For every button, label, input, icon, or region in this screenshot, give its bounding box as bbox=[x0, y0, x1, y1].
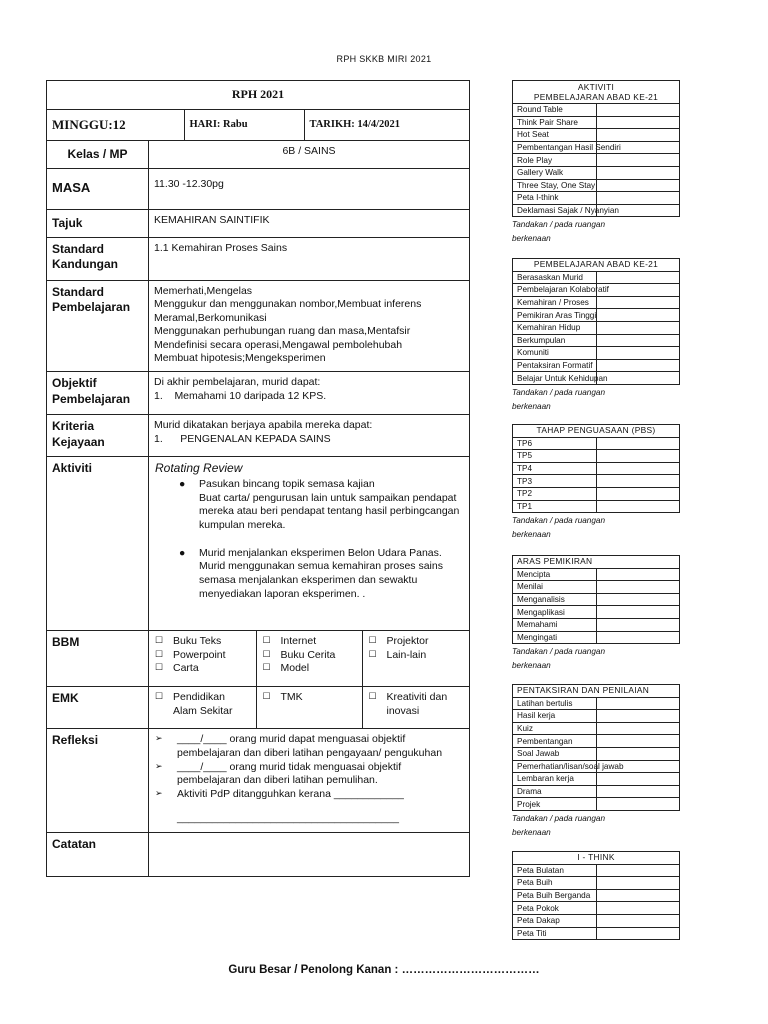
objektif-row bbox=[47, 372, 470, 415]
bullet-icon: ● bbox=[179, 478, 186, 491]
side-note: Tandakan / pada ruangan berkenaan bbox=[512, 220, 606, 244]
checklist-item-label: Gallery Walk bbox=[513, 166, 597, 179]
checklist-tick-box[interactable] bbox=[596, 581, 680, 594]
kriteria-value: Murid dikatakan berjaya apabila mereka dapat: 1. PENGENALAN KEPADA SAINS bbox=[149, 415, 470, 457]
checklist-item-label: Memahami bbox=[513, 618, 597, 631]
checklist-item-label: Peta I-think bbox=[513, 192, 597, 205]
checklist-item-label: Think Pair Share bbox=[513, 116, 597, 129]
checklist-item-label: Peta Dakap bbox=[513, 914, 597, 927]
checklist-tick-box[interactable] bbox=[596, 437, 680, 450]
checklist-item-label: Berasaskan Murid bbox=[513, 271, 597, 284]
checklist-tick-box[interactable] bbox=[596, 722, 680, 735]
checklist-row bbox=[513, 359, 680, 372]
masa-row bbox=[47, 168, 470, 209]
checklist-item-label: Kuiz bbox=[513, 722, 597, 735]
checklist-item-label: Mengingati bbox=[513, 631, 597, 644]
checklist-item-label: TP3 bbox=[513, 475, 597, 488]
kriteria-label: Kriteria Kejayaan bbox=[47, 415, 149, 457]
emk-col-3: ☐ Kreativiti dan inovasi bbox=[362, 687, 469, 728]
checklist-tick-box[interactable] bbox=[596, 593, 680, 606]
aras-table: ARAS PEMIKIRAN Mencipta Menilai Menganalisis Mengaplikasi Memahami Mengingati bbox=[512, 555, 680, 644]
checkbox-icon: ☐ bbox=[155, 648, 164, 659]
checklist-tick-box[interactable] bbox=[596, 902, 680, 915]
checklist-row bbox=[513, 334, 680, 347]
checklist-row bbox=[513, 877, 680, 890]
checklist-row bbox=[513, 710, 680, 723]
checklist-row bbox=[513, 773, 680, 786]
checklist-item-label: Menilai bbox=[513, 581, 597, 594]
checklist-item-label: Komuniti bbox=[513, 347, 597, 360]
tajuk-label: Tajuk bbox=[47, 209, 149, 237]
aktiviti-heading: Rotating Review bbox=[155, 461, 243, 476]
checklist-tick-box[interactable] bbox=[596, 309, 680, 322]
aktiviti-label: Aktiviti bbox=[47, 457, 149, 631]
checkbox-icon: ☐ bbox=[155, 635, 164, 646]
checklist-tick-box[interactable] bbox=[596, 116, 680, 129]
catatan-label: Catatan bbox=[47, 833, 149, 877]
tajuk-row bbox=[47, 209, 470, 237]
checkbox-icon: ☐ bbox=[155, 691, 164, 702]
kelas-row bbox=[47, 140, 470, 168]
checklist-tick-box[interactable] bbox=[596, 296, 680, 309]
checklist-row bbox=[513, 798, 680, 811]
checklist-item-label: Projek bbox=[513, 798, 597, 811]
checklist-item-label: Pentaksiran Formatif bbox=[513, 359, 597, 372]
checklist-row bbox=[513, 104, 680, 117]
checklist-item-label: Deklamasi Sajak / Nyanyian bbox=[513, 204, 597, 217]
checklist-tick-box[interactable] bbox=[596, 450, 680, 463]
checklist-tick-box[interactable] bbox=[596, 179, 680, 192]
bbm-col-3: ☐ Projektor ☐ Lain-lain bbox=[362, 631, 469, 686]
checklist-row bbox=[513, 192, 680, 205]
checkbox-icon: ☐ bbox=[368, 635, 377, 646]
signature-footer: Guru Besar / Penolong Kanan : ……………………………… bbox=[228, 964, 540, 976]
kelas-value: 6B / SAINS bbox=[149, 140, 470, 168]
checklist-row bbox=[513, 166, 680, 179]
emk-label: EMK bbox=[47, 687, 149, 729]
checkbox-icon: ☐ bbox=[368, 691, 377, 702]
checkbox-icon: ☐ bbox=[155, 661, 164, 672]
arrow-icon: ➢ bbox=[155, 788, 163, 799]
aktiviti-list bbox=[155, 478, 464, 601]
checklist-tick-box[interactable] bbox=[596, 487, 680, 500]
checklist-row bbox=[513, 581, 680, 594]
hari-cell: HARI: Rabu bbox=[184, 110, 304, 140]
checklist-tick-box[interactable] bbox=[596, 697, 680, 710]
pentaksiran-table: PENTAKSIRAN DAN PENILAIAN Latihan bertulis Hasil kerja Kuiz Pembentangan Soal Jawab Pemerhatian/lisan/soal jawab Lembaran kerja Drama Projek bbox=[512, 684, 680, 811]
tarikh-cell: TARIKH: 14/4/2021 bbox=[304, 110, 469, 140]
ithink-table: I - THINK Peta Bulatan Peta Buih Peta Buih Berganda Peta Pokok Peta Dakap Peta Titi bbox=[512, 851, 680, 940]
checklist-row bbox=[513, 129, 680, 142]
aktiviti-item: ● Murid menjalankan eksperimen Belon Udara Panas. Murid menggunakan semua kemahiran proses sains semasa menjalankan eksperimen dan sewaktu menyediakan laporan eksperimen. . bbox=[179, 546, 443, 600]
rph-table bbox=[46, 80, 470, 877]
checklist-tick-box[interactable] bbox=[596, 462, 680, 475]
catatan-row bbox=[47, 833, 470, 877]
sp-value: Memerhati,Mengelas Menggukur dan menggunakan nombor,Membuat inferens Meramal,Berkomunikasi Menggunakan perhubungan ruang dan masa,Mentafsir Mendefinisi secara operasi,Mengawal pembolehubah Membuat hipotesis;Mengeksperimen bbox=[149, 280, 470, 372]
checklist-item-label: Peta Titi bbox=[513, 927, 597, 940]
checklist-tick-box[interactable] bbox=[596, 104, 680, 117]
arrow-icon: ➢ bbox=[155, 733, 163, 744]
sp-label: Standard Pembelajaran bbox=[47, 280, 149, 372]
checklist-item-label: Hasil kerja bbox=[513, 710, 597, 723]
checklist-tick-box[interactable] bbox=[596, 631, 680, 644]
checklist-row bbox=[513, 568, 680, 581]
kriteria-row bbox=[47, 415, 470, 457]
bbm-row bbox=[47, 631, 470, 687]
refleksi-blank-line: ______________________________________ bbox=[177, 811, 399, 824]
checklist-item-label: Round Table bbox=[513, 104, 597, 117]
page-header: RPH SKKB MIRI 2021 bbox=[336, 54, 432, 64]
checklist-item-label: TP2 bbox=[513, 487, 597, 500]
checklist-item-label: Hot Seat bbox=[513, 129, 597, 142]
sp-row bbox=[47, 280, 470, 372]
tahap-box bbox=[512, 424, 680, 542]
checklist-tick-box[interactable] bbox=[596, 347, 680, 360]
checklist-row bbox=[513, 271, 680, 284]
checklist-item-label: TP4 bbox=[513, 462, 597, 475]
checklist-item-label: Pemerhatian/lisan/soal jawab bbox=[513, 760, 597, 773]
checklist-tick-box[interactable] bbox=[596, 747, 680, 760]
checklist-tick-box[interactable] bbox=[596, 129, 680, 142]
checklist-row bbox=[513, 309, 680, 322]
checklist-item-label: Three Stay, One Stay bbox=[513, 179, 597, 192]
checklist-item-label: Belajar Untuk Kehidupan bbox=[513, 372, 597, 385]
checklist-tick-box[interactable] bbox=[596, 864, 680, 877]
checkbox-icon: ☐ bbox=[262, 648, 271, 659]
objektif-label: Objektif Pembelajaran bbox=[47, 372, 149, 415]
checklist-item-label: Kemahiran Hidup bbox=[513, 321, 597, 334]
rph-title: RPH 2021 bbox=[47, 81, 470, 110]
checklist-row bbox=[513, 462, 680, 475]
checklist-row bbox=[513, 204, 680, 217]
bbm-col-2: ☐ Internet ☐ Buku Cerita ☐ Model bbox=[256, 631, 362, 686]
checklist-tick-box[interactable] bbox=[596, 877, 680, 890]
checklist-tick-box[interactable] bbox=[596, 618, 680, 631]
checklist-item-label: Pemikiran Aras Tinggi bbox=[513, 309, 597, 322]
aktiviti-value bbox=[149, 457, 470, 631]
abad21-table: PEMBELAJARAN ABAD KE-21 Berasaskan Murid Pembelajaran Kolaboratif Kemahiran / Proses Pemikiran Aras Tinggi Kemahiran Hidup Berkumpulan Komuniti Pentaksiran Formatif Belajar Untuk Kehidupan bbox=[512, 258, 680, 385]
catatan-value bbox=[149, 833, 470, 877]
kelas-label: Kelas / MP bbox=[47, 140, 149, 168]
checklist-row bbox=[513, 902, 680, 915]
checkbox-icon: ☐ bbox=[262, 691, 271, 702]
rph-title-row bbox=[47, 81, 470, 110]
emk-col-1: ☐ Pendidikan Alam Sekitar bbox=[155, 691, 233, 717]
checklist-item-label: Latihan bertulis bbox=[513, 697, 597, 710]
refleksi-label: Refleksi bbox=[47, 729, 149, 833]
bbm-label: BBM bbox=[47, 631, 149, 687]
side-note: Tandakan / pada ruangan berkenaan bbox=[512, 647, 606, 671]
tajuk-value: KEMAHIRAN SAINTIFIK bbox=[149, 209, 470, 237]
checklist-tick-box[interactable] bbox=[596, 735, 680, 748]
checklist-row bbox=[513, 593, 680, 606]
checklist-item-label: Pembentangan bbox=[513, 735, 597, 748]
abad21-activity-box bbox=[512, 80, 680, 246]
bbm-col-1: ☐ Buku Teks ☐ Powerpoint ☐ Carta bbox=[155, 635, 226, 674]
checklist-tick-box[interactable] bbox=[596, 372, 680, 385]
checklist-row bbox=[513, 735, 680, 748]
bullet-icon: ● bbox=[179, 546, 186, 559]
checklist-item-label: Peta Buih bbox=[513, 877, 597, 890]
aras-box bbox=[512, 555, 680, 673]
side-note: Tandakan / pada ruangan berkenaan bbox=[512, 813, 606, 837]
checklist-tick-box[interactable] bbox=[596, 927, 680, 940]
checklist-row bbox=[513, 450, 680, 463]
checklist-row bbox=[513, 914, 680, 927]
checklist-item-label: Pembelajaran Kolaboratif bbox=[513, 284, 597, 297]
checklist-tick-box[interactable] bbox=[596, 785, 680, 798]
emk-row bbox=[47, 687, 470, 729]
checklist-tick-box[interactable] bbox=[596, 154, 680, 167]
checklist-tick-box[interactable] bbox=[596, 271, 680, 284]
emk-inner-table bbox=[149, 687, 469, 728]
checklist-row bbox=[513, 321, 680, 334]
side-note: Tandakan / pada ruangan berkenaan bbox=[512, 516, 606, 540]
abad21-box bbox=[512, 258, 680, 414]
sk-value: 1.1 Kemahiran Proses Sains bbox=[149, 237, 470, 280]
refleksi-value: ➢ ____/____ orang murid dapat menguasai objektif pembelajaran dan diberi latihan pengayaan/ pengukuhan ➢ ____/____ orang murid tidak menguasai objektif pembelajaran dan diberi latihan pemulihan. ➢ Aktiviti PdP ditangguhkan kerana ____________ ______________________________________ bbox=[149, 729, 470, 833]
checklist-item-label: Soal Jawab bbox=[513, 747, 597, 760]
checklist-tick-box[interactable] bbox=[596, 889, 680, 902]
checklist-tick-box[interactable] bbox=[596, 321, 680, 334]
ithink-box bbox=[512, 851, 680, 940]
checklist-row bbox=[513, 372, 680, 385]
checklist-row bbox=[513, 437, 680, 450]
checklist-tick-box[interactable] bbox=[596, 500, 680, 513]
aktiviti-row bbox=[47, 457, 470, 631]
checklist-item-label: Peta Bulatan bbox=[513, 864, 597, 877]
aktiviti-item: ● Pasukan bincang topik semasa kajian Buat carta/ pengurusan lain untuk sampaikan pendapat mereka atau beri pendapat tentang hasil perbingcangan kumpulan mereka. bbox=[179, 478, 460, 531]
minggu-cell: MINGGU:12 bbox=[52, 116, 126, 132]
checklist-item-label: Pembentangan Hasil Sendiri bbox=[513, 141, 597, 154]
arrow-icon: ➢ bbox=[155, 760, 163, 771]
sk-label: Standard Kandungan bbox=[47, 237, 149, 280]
checklist-row bbox=[513, 785, 680, 798]
checklist-item-label: TP1 bbox=[513, 500, 597, 513]
masa-value: 11.30 -12.30pg bbox=[149, 168, 470, 209]
checklist-row bbox=[513, 475, 680, 488]
checklist-row bbox=[513, 284, 680, 297]
checklist-tick-box[interactable] bbox=[596, 166, 680, 179]
side-note: Tandakan / pada ruangan berkenaan bbox=[512, 387, 606, 411]
checkbox-icon: ☐ bbox=[262, 635, 271, 646]
abad21-activity-table: AKTIVITI PEMBELAJARAN ABAD KE-21 Round Table Think Pair Share Hot Seat Pembentangan Hasil Sendiri Role Play Gallery Walk Three Stay, One Stay Peta I-think Deklamasi Sajak / Nyanyian bbox=[512, 80, 680, 217]
checklist-item-label: Menganalisis bbox=[513, 593, 597, 606]
checklist-item-label: Mengaplikasi bbox=[513, 606, 597, 619]
checklist-item-label: Mencipta bbox=[513, 568, 597, 581]
checklist-tick-box[interactable] bbox=[596, 192, 680, 205]
checklist-row bbox=[513, 889, 680, 902]
checklist-tick-box[interactable] bbox=[596, 475, 680, 488]
emk-col-2: ☐ TMK bbox=[256, 687, 362, 728]
checklist-tick-box[interactable] bbox=[596, 606, 680, 619]
checklist-tick-box[interactable] bbox=[596, 710, 680, 723]
checklist-item-label: TP6 bbox=[513, 437, 597, 450]
checklist-row bbox=[513, 606, 680, 619]
checklist-item-label: TP5 bbox=[513, 450, 597, 463]
checklist-row bbox=[513, 618, 680, 631]
checklist-tick-box[interactable] bbox=[596, 334, 680, 347]
checklist-row bbox=[513, 179, 680, 192]
checklist-row bbox=[513, 864, 680, 877]
checkbox-icon: ☐ bbox=[262, 661, 271, 672]
checklist-row bbox=[513, 347, 680, 360]
checklist-row bbox=[513, 631, 680, 644]
checklist-item-label: Peta Buih Berganda bbox=[513, 889, 597, 902]
checklist-row bbox=[513, 697, 680, 710]
checklist-item-label: Role Play bbox=[513, 154, 597, 167]
checklist-tick-box[interactable] bbox=[596, 914, 680, 927]
date-row bbox=[47, 109, 470, 140]
checklist-tick-box[interactable] bbox=[596, 773, 680, 786]
checklist-row bbox=[513, 747, 680, 760]
checklist-row bbox=[513, 500, 680, 513]
checklist-item-label: Drama bbox=[513, 785, 597, 798]
checklist-item-label: Kemahiran / Proses bbox=[513, 296, 597, 309]
checklist-tick-box[interactable] bbox=[596, 359, 680, 372]
checklist-row bbox=[513, 487, 680, 500]
checklist-item-label: Berkumpulan bbox=[513, 334, 597, 347]
sk-row bbox=[47, 237, 470, 280]
checklist-tick-box[interactable] bbox=[596, 798, 680, 811]
objektif-value: Di akhir pembelajaran, murid dapat: 1. Memahami 10 daripada 12 KPS. bbox=[149, 372, 470, 415]
checklist-item-label: Peta Pokok bbox=[513, 902, 597, 915]
checklist-tick-box[interactable] bbox=[596, 568, 680, 581]
tahap-table: TAHAP PENGUASAAN (PBS) TP6 TP5 TP4 TP3 TP2 TP1 bbox=[512, 424, 680, 513]
checklist-row bbox=[513, 141, 680, 154]
checklist-row bbox=[513, 722, 680, 735]
checklist-row bbox=[513, 154, 680, 167]
refleksi-row bbox=[47, 729, 470, 833]
checklist-row bbox=[513, 760, 680, 773]
bbm-inner-table bbox=[149, 631, 469, 686]
checkbox-icon: ☐ bbox=[368, 648, 377, 659]
masa-label: MASA bbox=[47, 168, 149, 209]
date-inner-table bbox=[47, 110, 469, 140]
checklist-row bbox=[513, 296, 680, 309]
checklist-row bbox=[513, 116, 680, 129]
checklist-row bbox=[513, 927, 680, 940]
checklist-item-label: Lembaran kerja bbox=[513, 773, 597, 786]
pentaksiran-box bbox=[512, 684, 680, 840]
